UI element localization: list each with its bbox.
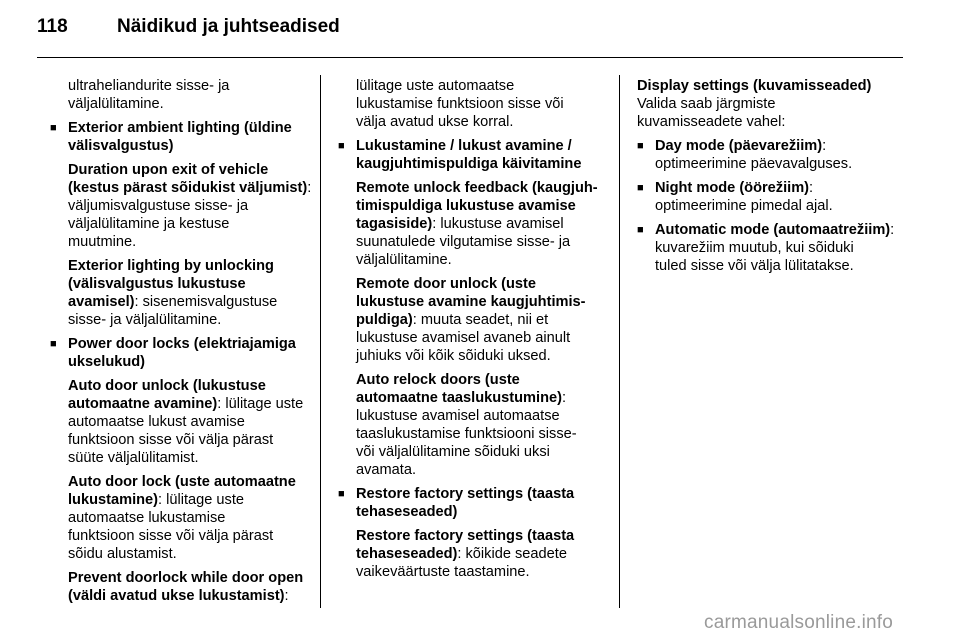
bullet-icon: ■ — [637, 182, 644, 194]
display-settings-section: Display settings (kuvamisseaded) Valida saab järgmiste kuvamisseadete vahel: — [637, 77, 907, 131]
item-prevent-doorlock: Prevent doorlock while door open (väldi avatud ukse lukustamist): — [68, 570, 304, 604]
item-auto-door-lock: Auto door lock (uste automaatne lukustamine): lülitage uste automaatse lukustamise funktsioon sisse või välja pärast sõidu alustamist. — [68, 474, 296, 562]
bullet-night-mode: ■ Night mode (öörežiim): optimeerimine pimedal ajal. — [637, 180, 833, 214]
column-divider-2 — [619, 75, 620, 608]
bullet-icon: ■ — [50, 338, 57, 350]
bullet-icon: ■ — [338, 488, 345, 500]
header-rule — [37, 57, 903, 58]
bullet-remote-locking: ■ Lukustamine / lukust avamine / kaugjuhtimispuldiga käivitamine — [338, 138, 582, 172]
item-auto-door-unlock: Auto door unlock (lukustuse automaatne avamine): lülitage uste automaatse lukust avamise funktsioon sisse või välja pärast süüte väljalülitamist. — [68, 378, 304, 466]
section-heading: Display settings (kuvamisseaded) — [637, 78, 872, 94]
col1-intro: ultraheliandurite sisse- ja väljalülitamine. — [68, 78, 230, 112]
watermark: carmanualsonline.info — [704, 612, 894, 633]
item-remote-unlock-feedback: Remote unlock feedback (kaugjuh- timispuldiga lukustuse avamise tagasiside): lukustuse avamisel suunatulede vilgutamise sisse- ja väljalülitamine. — [356, 180, 598, 268]
col2-intro: lülitage uste automaatse lukustamise funktsioon sisse või välja avatud ukse korral. — [356, 78, 564, 130]
bullet-icon: ■ — [338, 140, 345, 152]
bullet-icon: ■ — [637, 224, 644, 236]
page-title: Näidikud ja juhtseadised — [117, 16, 340, 37]
bullet-restore-factory-settings: ■ Restore factory settings (taasta tehaseseaded) — [338, 486, 575, 520]
column-3 — [637, 77, 907, 275]
bullet-exterior-ambient-lighting: ■ Exterior ambient lighting (üldine välisvalgustus) — [50, 120, 292, 154]
item-remote-door-unlock: Remote door unlock (uste lukustuse avamine kaugjuhtimis- puldiga): muuta seadet, nii et lukustuse avamisel avaneb ainult juhiuks või kõik sõiduki uksed. — [356, 276, 586, 364]
item-restore-factory-settings: Restore factory settings (taasta tehaseseaded): kõikide seadete vaikeväärtuste taastamine. — [356, 528, 575, 580]
bullet-day-mode: ■ Day mode (päevarežiim): optimeerimine päevavalguses. — [637, 138, 853, 172]
item-duration-upon-exit: Duration upon exit of vehicle (kestus pärast sõidukist väljumist): väljumisvalgustuse sisse- ja väljalülitamine ja kestuse muutmine. — [68, 162, 312, 250]
bullet-power-door-locks: ■ Power door locks (elektriajamiga ukselukud) — [50, 336, 296, 370]
item-exterior-lighting-unlocking: Exterior lighting by unlocking (välisvalgustus lukustuse avamisel): sisenemisvalgustuse sisse- ja väljalülitamine. — [68, 258, 278, 328]
column-2 — [338, 77, 608, 581]
bullet-icon: ■ — [50, 122, 57, 134]
bullet-icon: ■ — [637, 140, 644, 152]
column-divider-1 — [320, 75, 321, 608]
item-auto-relock-doors: Auto relock doors (uste automaatne taaslukustumine): lukustuse avamisel automaatse taaslukustamise funktsiooni sisse- või väljalülitamine sõiduki uksi avamata. — [356, 372, 577, 478]
column-1 — [50, 77, 312, 605]
bullet-automatic-mode: ■ Automatic mode (automaatrežiim): kuvarežiim muutub, kui sõiduki tuled sisse või välja lülitatakse. — [637, 222, 895, 274]
page-number: 118 — [37, 16, 68, 37]
